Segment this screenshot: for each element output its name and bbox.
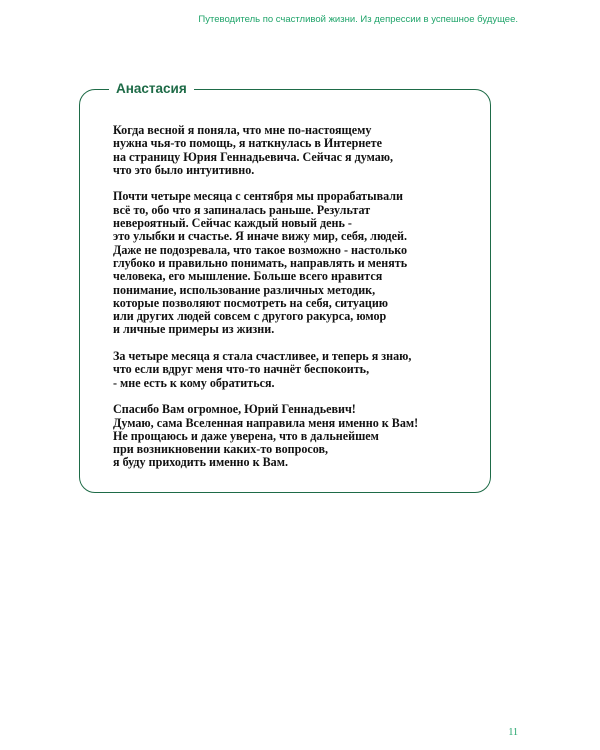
text-line: Спасибо Вам огромное, Юрий Геннадьевич!: [113, 402, 356, 417]
text-line: - мне есть к кому обратиться.: [113, 375, 275, 390]
text-line: невероятный. Сейчас каждый новый день -: [113, 216, 352, 231]
text-line: человека, его мышление. Больше всего нравится: [113, 269, 383, 284]
text-line: при возникновении каких-то вопросов,: [113, 442, 329, 457]
testimonial-paragraph-2: [113, 190, 458, 336]
running-header: Путеводитель по счастливой жизни. Из депрессии в успешное будущее.: [198, 14, 518, 25]
text-line: которые позволяют посмотреть на себя, ситуацию: [113, 295, 389, 310]
text-line: понимание, использование различных методик,: [113, 282, 376, 297]
text-line: это улыбки и счастье. Я иначе вижу мир, себя, людей.: [113, 229, 407, 244]
text-line: я буду приходить именно к Вам.: [113, 455, 288, 470]
text-line: и личные примеры из жизни.: [113, 322, 275, 337]
text-line: Не прощаюсь и даже уверена, что в дальнейшем: [113, 428, 379, 443]
testimonial-paragraph-4: [113, 403, 458, 469]
text-line: глубоко и правильно понимать, направлять и менять: [113, 255, 408, 270]
text-line: Думаю, сама Вселенная направила меня именно к Вам!: [113, 415, 419, 430]
text-line: Даже не подозревала, что такое возможно - настолько: [113, 242, 408, 257]
testimonial-paragraph-3: [113, 350, 458, 390]
testimonial-body: [113, 124, 458, 470]
testimonial-paragraph-1: [113, 124, 458, 177]
text-line: нужна чья-то помощь, я наткнулась в Интернете: [113, 136, 382, 151]
text-line: на страницу Юрия Геннадьевича. Сейчас я думаю,: [113, 149, 394, 164]
testimonial-author: Анастасия: [109, 80, 194, 98]
text-line: Почти четыре месяца с сентября мы прорабатывали: [113, 189, 404, 204]
text-line: Когда весной я поняла, что мне по-настоящему: [113, 123, 372, 137]
text-line: или других людей совсем с другого ракурса, юмор: [113, 309, 387, 324]
text-line: всё то, обо что я запиналась раньше. Результат: [113, 202, 371, 217]
page-number: 11: [508, 727, 518, 738]
text-line: что если вдруг меня что-то начнёт беспокоить,: [113, 362, 370, 377]
text-line: За четыре месяца я стала счастливее, и теперь я знаю,: [113, 349, 412, 364]
text-line: что это было интуитивно.: [113, 162, 255, 177]
